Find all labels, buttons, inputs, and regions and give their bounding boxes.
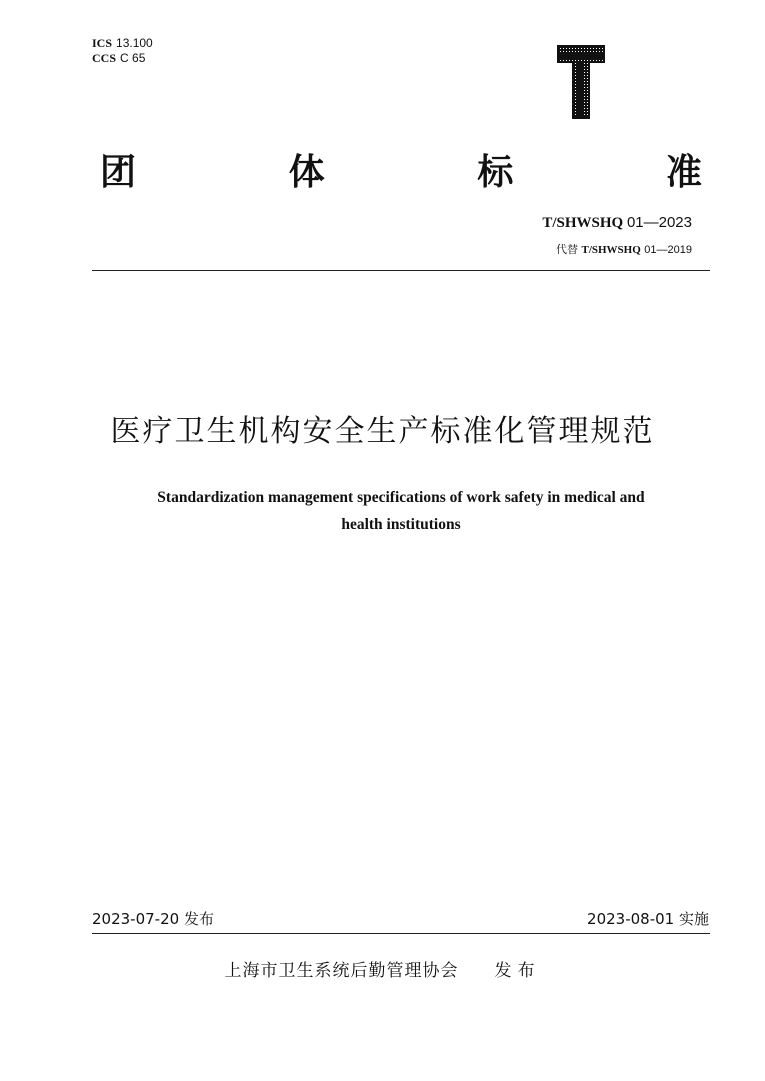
heading-char-1: 团 <box>100 152 137 193</box>
standard-code: T/SHWSHQ <box>542 215 624 231</box>
standard-number-value: 01—2023 <box>626 214 692 231</box>
top-divider <box>92 270 710 271</box>
publisher <box>0 956 765 981</box>
classification-codes <box>92 36 153 66</box>
title-en-line-2: health institutions <box>341 516 461 533</box>
document-type-heading <box>100 150 702 196</box>
heading-char-4: 准 <box>665 152 702 193</box>
publisher-name: 上海市卫生系统后勤管理协会 <box>224 961 459 981</box>
ics-label: ICS <box>92 36 113 50</box>
implementation-date: 2023-08-01 实施 <box>587 910 709 928</box>
bottom-divider <box>92 933 710 934</box>
ics-row <box>92 36 153 51</box>
document-title-en <box>92 484 710 538</box>
ics-value: 13.100 <box>116 36 153 50</box>
ccs-row <box>92 51 153 66</box>
ccs-value: C 65 <box>120 51 146 65</box>
t-logo-icon <box>556 44 606 120</box>
heading-char-2: 体 <box>288 152 325 193</box>
standard-number <box>542 214 692 232</box>
replaces-standard <box>556 241 692 257</box>
replaces-label: 代替 <box>555 243 578 256</box>
replaces-code: T/SHWSHQ <box>581 244 641 256</box>
ccs-label: CCS <box>92 51 117 65</box>
heading-char-3: 标 <box>477 152 514 193</box>
publisher-label: 发布 <box>494 961 541 981</box>
release-date: 2023-07-20 发布 <box>92 910 214 928</box>
title-en-line-1: Standardization management specifications of work safety in medical and <box>157 489 645 506</box>
replaces-number: 01—2019 <box>644 244 692 256</box>
document-title-cn: 医疗卫生机构安全生产标准化管理规范 <box>110 414 655 449</box>
